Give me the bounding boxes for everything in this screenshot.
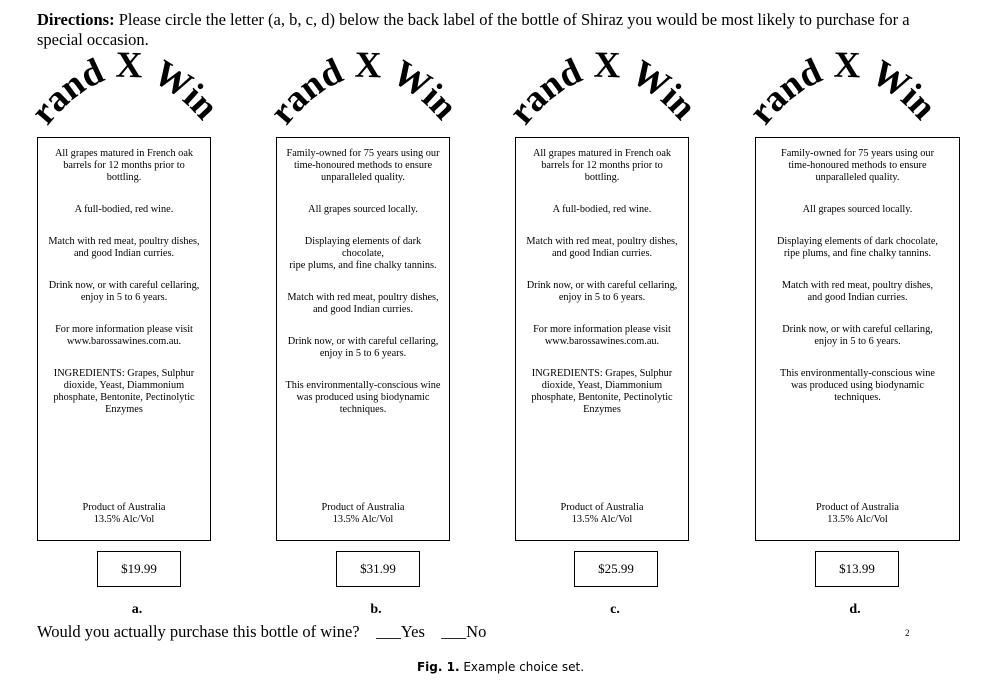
purchase-question: [37, 622, 486, 642]
label-footer: Product of Australia 13.5% Alc/Vol: [321, 502, 405, 525]
label-paragraph: Match with red meat, poultry dishes, and good Indian curries.: [526, 236, 678, 259]
brand-logo-text: Brand X Wines: [500, 18, 705, 133]
price-box-b: $31.99: [336, 551, 420, 587]
label-footer: Product of Australia 13.5% Alc/Vol: [82, 502, 166, 525]
brand-logo: [261, 18, 466, 133]
label-paragraph: A full-bodied, red wine.: [552, 204, 652, 215]
page-number: 2: [905, 628, 910, 638]
back-label-a: [37, 137, 211, 541]
label-paragraph: Displaying elements of dark chocolate, ripe plums, and fine chalky tannins.: [289, 236, 437, 271]
price-box-c: $25.99: [574, 551, 658, 587]
price-box-d: $13.99: [815, 551, 899, 587]
directions-lead: Directions:: [37, 10, 115, 29]
choice-letter-a[interactable]: a.: [131, 602, 143, 617]
label-paragraph: All grapes matured in French oak barrels for 12 months prior to bottling.: [532, 148, 672, 183]
label-paragraph: Match with red meat, poultry dishes, and good Indian curries.: [48, 236, 200, 259]
label-paragraph: Match with red meat, poultry dishes, and good Indian curries.: [287, 292, 439, 315]
label-paragraph: INGREDIENTS: Grapes, Sulphur dioxide, Yeast, Diammonium phosphate, Bentonite, Pectinolytic Enzymes: [531, 368, 673, 415]
caption-label: Fig. 1.: [416, 660, 460, 674]
label-paragraph: For more information please visit www.barossawines.com.au.: [533, 324, 671, 347]
label-paragraph: Drink now, or with careful cellaring, enjoy in 5 to 6 years.: [48, 280, 200, 303]
directions: [37, 10, 937, 50]
label-paragraph: Drink now, or with careful cellaring, enjoy in 5 to 6 years.: [287, 336, 439, 359]
figure-caption: [0, 660, 1001, 674]
brand-logo-text: Brand X Wines: [740, 18, 945, 133]
label-paragraph: All grapes matured in French oak barrels for 12 months prior to bottling.: [54, 148, 194, 183]
brand-logo: [500, 18, 705, 133]
label-paragraph: All grapes sourced locally.: [308, 204, 418, 215]
back-label-c: [515, 137, 689, 541]
choice-letter-d[interactable]: d.: [849, 602, 861, 617]
answer-yes[interactable]: ___Yes: [376, 622, 425, 641]
directions-text: Please circle the letter (a, b, c, d) below the back label of the bottle of Shiraz you would be most likely to purchase for a special occasion.: [37, 10, 910, 49]
label-paragraph: Family-owned for 75 years using our time-honoured methods to ensure unparalleled quality.: [781, 148, 934, 183]
brand-logo-text: Brand X Wines: [22, 18, 227, 133]
label-paragraph: INGREDIENTS: Grapes, Sulphur dioxide, Yeast, Diammonium phosphate, Bentonite, Pectinolytic Enzymes: [53, 368, 195, 415]
label-paragraph: All grapes sourced locally.: [802, 204, 913, 215]
back-label-b: [276, 137, 450, 541]
caption-text: Example choice set.: [463, 660, 585, 674]
label-paragraph: This environmentally-conscious wine was produced using biodynamic techniques.: [780, 368, 935, 403]
label-paragraph: Drink now, or with careful cellaring, enjoy in 5 to 6 years.: [526, 280, 678, 303]
question-text: Would you actually purchase this bottle of wine?: [37, 622, 360, 641]
back-label-d: [755, 137, 960, 541]
choice-letter-c[interactable]: c.: [610, 602, 620, 617]
price-box-a: $19.99: [97, 551, 181, 587]
label-paragraph: For more information please visit www.barossawines.com.au.: [55, 324, 193, 347]
label-footer: Product of Australia 13.5% Alc/Vol: [560, 502, 644, 525]
answer-no[interactable]: ___No: [441, 622, 487, 641]
choice-letter-b[interactable]: b.: [370, 602, 382, 617]
label-paragraph: Match with red meat, poultry dishes, and good Indian curries.: [781, 280, 934, 303]
label-paragraph: Displaying elements of dark chocolate, ripe plums, and fine chalky tannins.: [777, 236, 938, 259]
brand-logo: [740, 18, 945, 133]
label-footer: Product of Australia 13.5% Alc/Vol: [816, 502, 899, 525]
brand-logo-text: Brand X Wines: [261, 18, 466, 133]
label-paragraph: Drink now, or with careful cellaring, enjoy in 5 to 6 years.: [782, 324, 933, 347]
label-paragraph: This environmentally-conscious wine was produced using biodynamic techniques.: [285, 380, 441, 415]
label-paragraph: A full-bodied, red wine.: [74, 204, 174, 215]
label-paragraph: Family-owned for 75 years using our time-honoured methods to ensure unparalleled quality.: [286, 148, 440, 183]
